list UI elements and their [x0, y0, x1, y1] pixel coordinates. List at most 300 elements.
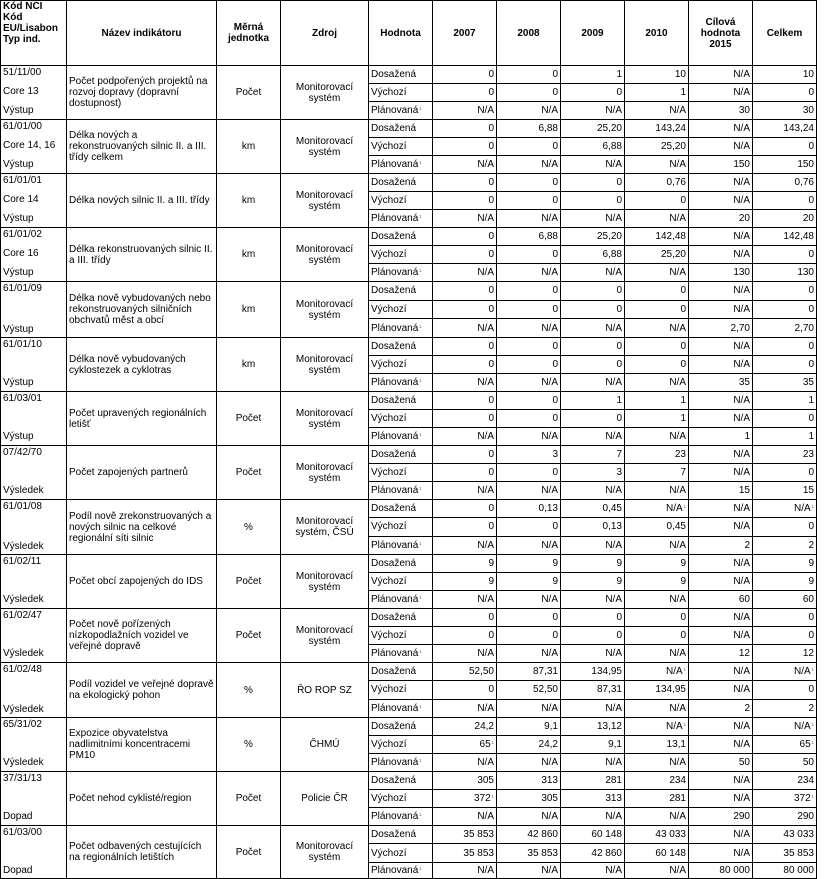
value-type-text: Výchozí: [371, 684, 407, 696]
header-2010: 2010: [625, 1, 689, 66]
total-value: [753, 862, 817, 878]
total-value: [753, 790, 817, 808]
header-name: Název indikátoru: [67, 1, 217, 66]
indicator-eu-code: Core 13: [3, 86, 39, 97]
value-2009-text: 281: [605, 775, 622, 786]
value-2010-text: 9: [680, 576, 686, 587]
value-2007-text: N/A: [477, 485, 494, 496]
value-2010-text: 0,45: [666, 521, 686, 533]
value-type-label: [369, 663, 433, 681]
indicator-eu-code: Core 14: [3, 194, 39, 205]
value-2008: [497, 156, 561, 174]
value-2008: [497, 356, 561, 374]
value-type-label: [369, 591, 433, 609]
value-2010-text: 0: [680, 341, 686, 352]
value-2007: [433, 319, 497, 338]
value-2007-text: N/A: [477, 648, 494, 659]
indicator-code-cell: [1, 338, 67, 392]
value-2008: [497, 102, 561, 120]
footnote-mark: ¹: [419, 487, 422, 494]
value-2008-text: 305: [541, 793, 558, 804]
total-value: [753, 374, 817, 392]
value-2007-text: 35 853: [463, 847, 494, 859]
footnote-mark: ¹: [419, 866, 422, 874]
value-type-label: [369, 356, 433, 374]
value-2007-text: 0: [488, 359, 494, 370]
value-2008-text: 6,88: [538, 123, 558, 134]
indicator-source: Monitorovací systém: [281, 66, 369, 120]
value-2009-text: 6,88: [602, 249, 622, 260]
value-2008-text: 6,88: [538, 231, 558, 242]
indicator-unit: km: [217, 174, 281, 228]
value-2007: [433, 84, 497, 102]
value-2009-text: 60 148: [591, 829, 622, 841]
value-2007-text: 0: [488, 285, 494, 297]
value-2007-text: 0: [488, 612, 494, 623]
value-2010-text: 23: [674, 449, 686, 460]
target-value-text: N/A: [733, 684, 750, 696]
value-2008-text: 0: [552, 467, 558, 478]
value-2010: [625, 102, 689, 120]
target-value-text: N/A: [733, 721, 750, 732]
value-type-label: [369, 609, 433, 627]
target-value-text: N/A: [733, 177, 750, 188]
value-2007-text: 0: [488, 141, 494, 152]
target-value-text: N/A: [733, 341, 750, 352]
total-value-text: 60: [802, 594, 814, 605]
indicator-name: Expozice obyvatelstva nadlimitními koncentracemi PM10: [67, 718, 217, 772]
value-2007: [433, 663, 497, 681]
value-2009-text: 0: [616, 177, 622, 188]
table-row: [1, 446, 817, 464]
value-2007: [433, 772, 497, 790]
value-2009: [561, 356, 625, 374]
value-2008-text: N/A: [541, 213, 558, 224]
value-2007: [433, 338, 497, 356]
value-2007-text: N/A: [477, 159, 494, 170]
value-2007: [433, 246, 497, 264]
value-2010-text: N/A: [669, 811, 686, 822]
value-2010-text: 25,20: [660, 141, 686, 152]
indicator-eu-code: Core 14, 16: [3, 140, 56, 151]
value-type-label: [369, 826, 433, 844]
value-2010: [625, 410, 689, 428]
value-2008: [497, 446, 561, 464]
value-type-text: Výchozí: [371, 249, 407, 260]
value-2007: [433, 699, 497, 717]
value-2010: [625, 681, 689, 699]
value-2008-text: 0: [552, 195, 558, 206]
value-2007-text: 0: [488, 630, 494, 641]
value-2008-text: 0: [552, 285, 558, 297]
indicator-source: ČHMÚ: [281, 718, 369, 772]
value-2008: [497, 228, 561, 246]
target-value-text: N/A: [733, 503, 750, 515]
indicator-source: Monitorovací systém: [281, 338, 369, 392]
header-code: [1, 1, 67, 66]
value-type-label: [369, 808, 433, 826]
total-value-text: 9: [808, 576, 814, 587]
target-value: [689, 862, 753, 878]
value-2007-text: 0: [488, 195, 494, 206]
value-type-label: [369, 518, 433, 536]
value-type-label: [369, 84, 433, 102]
total-value-text: 2,70: [794, 322, 814, 334]
value-2007-text: 0: [488, 249, 494, 260]
value-2007-text: N/A: [477, 594, 494, 605]
indicator-name: Počet nově pořízených nízkopodlažních vozidel ve veřejné dopravě: [67, 609, 217, 663]
value-type-label: [369, 374, 433, 392]
value-2007-text: 35 853: [463, 829, 494, 841]
value-2007: [433, 374, 497, 392]
target-value-text: 80 000: [719, 864, 750, 876]
value-2007: [433, 518, 497, 536]
value-type-text: Dosažená: [371, 721, 417, 732]
value-2009: [561, 464, 625, 482]
indicator-name: Délka nově vybudovaných cyklostezek a cyklotras: [67, 338, 217, 392]
table-row: [1, 826, 817, 844]
value-2008: [497, 428, 561, 446]
indicator-code: 61/01/09: [3, 283, 42, 294]
target-value-text: 35: [738, 377, 750, 388]
value-2010: [625, 228, 689, 246]
total-value-text: 130: [797, 267, 814, 278]
footnote-mark: ¹: [419, 596, 422, 603]
total-value-text: 23: [802, 449, 814, 460]
value-2010: [625, 736, 689, 754]
indicator-type: Dopad: [3, 811, 33, 822]
value-2010-text: 10: [674, 69, 686, 80]
total-value-text: 1: [808, 395, 814, 406]
indicator-source: ŘO ROP SZ: [281, 663, 369, 718]
value-2010: [625, 627, 689, 645]
value-2010-text: 1: [680, 413, 686, 424]
value-2008: [497, 500, 561, 518]
footnote-mark: ¹: [419, 215, 422, 222]
value-2009: [561, 410, 625, 428]
value-2007: [433, 826, 497, 844]
value-2010-text: 143,24: [655, 123, 686, 134]
value-2008: [497, 464, 561, 482]
total-value: [753, 428, 817, 446]
target-value-text: N/A: [733, 612, 750, 623]
value-2010: [625, 808, 689, 826]
value-2010: [625, 446, 689, 464]
value-2010-text: 1: [680, 87, 686, 98]
value-2007-text: N/A: [477, 105, 494, 116]
value-2007: [433, 282, 497, 301]
value-2009: [561, 736, 625, 754]
target-value: [689, 627, 753, 645]
value-type-text: Dosažená: [371, 449, 417, 460]
value-2009-text: 0: [616, 612, 622, 623]
value-2009: [561, 699, 625, 717]
indicator-name: Počet odbavených cestujících na regionálních letištích: [67, 826, 217, 879]
value-2007: [433, 174, 497, 192]
value-2010: [625, 264, 689, 282]
indicator-code-cell: [1, 555, 67, 609]
indicator-source: Monitorovací systém, ČSÚ: [281, 500, 369, 555]
value-2007-text: 9: [488, 576, 494, 587]
value-2008: [497, 754, 561, 772]
indicator-name: Délka nových a rekonstruovaných silnic II. a III. třídy celkem: [67, 120, 217, 174]
table-row: [1, 609, 817, 627]
total-value: [753, 844, 817, 862]
value-2008: [497, 826, 561, 844]
indicator-code: 51/11/00: [3, 67, 42, 78]
value-2008: [497, 374, 561, 392]
total-value-text: 234: [797, 775, 814, 786]
value-2008: [497, 410, 561, 428]
value-2010-text: 234: [669, 775, 686, 786]
indicator-unit: km: [217, 282, 281, 338]
target-value: [689, 609, 753, 627]
value-2009: [561, 555, 625, 573]
total-value: [753, 681, 817, 699]
footnote-mark: ¹: [419, 107, 422, 114]
value-type-label: [369, 482, 433, 500]
value-2010-text: N/A: [669, 594, 686, 605]
total-value: [753, 699, 817, 717]
table-body: [1, 66, 817, 879]
target-value-text: 20: [738, 213, 750, 224]
indicator-name: Délka nově vybudovaných nebo rekonstruovaných silničních obchvatů měst a obcí: [67, 282, 217, 338]
target-value: [689, 808, 753, 826]
value-2007-text: 0: [488, 503, 494, 515]
value-2007-text: 0: [488, 467, 494, 478]
total-value-text: 20: [802, 213, 814, 224]
target-value: [689, 246, 753, 264]
target-value-text: N/A: [733, 195, 750, 206]
value-type-label: [369, 300, 433, 319]
total-value: [753, 356, 817, 374]
value-2008-text: N/A: [541, 594, 558, 605]
indicator-code-cell: [1, 609, 67, 663]
target-value-text: N/A: [733, 793, 750, 804]
value-2009-text: N/A: [605, 485, 622, 496]
value-type-label: [369, 66, 433, 84]
value-2009-text: 134,95: [591, 666, 622, 678]
value-2007-text: N/A: [477, 431, 494, 442]
value-2007-text: 305: [477, 775, 494, 786]
value-2009: [561, 156, 625, 174]
value-2007: [433, 573, 497, 591]
value-2010-text: N/A: [669, 864, 686, 876]
value-2007: [433, 790, 497, 808]
target-value-text: N/A: [733, 775, 750, 786]
value-2008: [497, 555, 561, 573]
value-type-text: Plánovaná: [371, 431, 419, 442]
value-type-text: Výchozí: [371, 87, 407, 98]
total-value-text: 0: [808, 521, 814, 533]
value-type-text: Výchozí: [371, 195, 407, 206]
value-2009: [561, 808, 625, 826]
value-2010-text: 60 148: [655, 847, 686, 859]
target-value: [689, 718, 753, 736]
table-row: [1, 555, 817, 573]
indicator-code-block: [3, 338, 64, 390]
value-2009: [561, 609, 625, 627]
value-2008: [497, 192, 561, 210]
value-2007: [433, 609, 497, 627]
value-2009-text: 9: [616, 576, 622, 587]
total-value: [753, 282, 817, 301]
value-2007: [433, 500, 497, 518]
target-value: [689, 464, 753, 482]
value-2009: [561, 826, 625, 844]
value-2008: [497, 84, 561, 102]
target-value-text: N/A: [733, 576, 750, 587]
table-row: [1, 120, 817, 138]
value-2009-text: 0: [616, 630, 622, 641]
value-2010-text: N/A: [669, 213, 686, 224]
value-2008-text: 52,50: [532, 684, 558, 696]
value-2009-text: N/A: [605, 811, 622, 822]
value-2010-text: 9: [680, 558, 686, 569]
value-2007: [433, 66, 497, 84]
value-2009: [561, 392, 625, 410]
value-2008-text: 0: [552, 521, 558, 533]
value-2007-text: 24,2: [474, 721, 494, 732]
value-2009-text: N/A: [605, 213, 622, 224]
value-2010: [625, 374, 689, 392]
value-type-label: [369, 102, 433, 120]
value-2007-text: N/A: [477, 539, 494, 551]
target-value: [689, 374, 753, 392]
value-2009: [561, 210, 625, 228]
value-2007: [433, 300, 497, 319]
footnote-mark: ¹: [491, 741, 494, 748]
value-2008-text: N/A: [541, 864, 558, 876]
value-type-text: Dosažená: [371, 231, 417, 242]
footnote-mark: ¹: [811, 741, 814, 748]
value-2007-text: 0: [488, 341, 494, 352]
target-value: [689, 772, 753, 790]
total-value-text: 0: [808, 359, 814, 370]
total-value: [753, 555, 817, 573]
indicator-name: Podíl vozidel ve veřejné dopravě na ekologický pohon: [67, 663, 217, 718]
value-2009-text: 87,31: [596, 684, 622, 696]
value-2009: [561, 663, 625, 681]
indicator-code: 61/02/48: [3, 664, 42, 675]
value-type-label: [369, 338, 433, 356]
value-2010: [625, 392, 689, 410]
target-value-text: N/A: [733, 558, 750, 569]
value-2010: [625, 319, 689, 338]
value-2009-text: 0: [616, 359, 622, 370]
value-type-text: Dosažená: [371, 503, 417, 515]
indicator-code: 61/01/08: [3, 501, 42, 512]
value-2007: [433, 210, 497, 228]
value-2010-text: 25,20: [660, 249, 686, 260]
target-value-text: N/A: [733, 467, 750, 478]
value-type-label: [369, 138, 433, 156]
value-2010-text: N/A: [669, 702, 686, 714]
value-2008-text: 0: [552, 359, 558, 370]
indicator-type: Výstup: [3, 377, 34, 388]
value-2009: [561, 500, 625, 518]
value-2010-text: N/A: [665, 721, 683, 732]
header-2008: 2008: [497, 1, 561, 66]
value-2010: [625, 210, 689, 228]
value-type-text: Výchozí: [371, 467, 407, 478]
value-type-text: Dosažená: [371, 123, 417, 134]
header-unit: Měrná jednotka: [217, 1, 281, 66]
value-2010-text: N/A: [669, 485, 686, 496]
value-type-text: Plánovaná: [371, 105, 419, 116]
value-type-text: Výchozí: [371, 303, 407, 315]
target-value-text: N/A: [733, 395, 750, 406]
table-row: [1, 338, 817, 356]
value-2009: [561, 120, 625, 138]
indicator-type: Výsledek: [3, 648, 44, 659]
value-type-text: Dosažená: [371, 775, 417, 786]
value-2008: [497, 138, 561, 156]
indicator-code-cell: [1, 446, 67, 500]
value-2007: [433, 102, 497, 120]
total-value: [753, 772, 817, 790]
value-2009-text: N/A: [605, 864, 622, 876]
header-value: Hodnota: [369, 1, 433, 66]
total-value: [753, 718, 817, 736]
indicator-name: Podíl nově zrekonstruovaných a nových silnic na celkové regionální síti silnic: [67, 500, 217, 555]
value-type-label: [369, 844, 433, 862]
footnote-mark: ¹: [419, 759, 422, 766]
footnote-mark: ¹: [811, 795, 814, 802]
value-type-label: [369, 573, 433, 591]
target-value: [689, 500, 753, 518]
footnote-mark: ¹: [491, 795, 494, 802]
target-value-text: N/A: [733, 449, 750, 460]
value-2008-text: N/A: [541, 267, 558, 278]
value-type-text: Dosažená: [371, 829, 417, 841]
target-value: [689, 573, 753, 591]
indicator-unit: km: [217, 228, 281, 282]
indicator-type: Výstup: [3, 267, 34, 278]
total-value-text: 2: [808, 702, 814, 714]
target-value-text: N/A: [733, 285, 750, 297]
total-value: [753, 319, 817, 338]
value-type-label: [369, 862, 433, 878]
indicator-code-block: [3, 663, 64, 717]
value-2010: [625, 790, 689, 808]
value-type-text: Plánovaná: [371, 267, 419, 278]
target-value: [689, 790, 753, 808]
value-2008-text: 3: [552, 449, 558, 460]
total-value: [753, 754, 817, 772]
total-value: [753, 264, 817, 282]
value-2009: [561, 591, 625, 609]
value-type-label: [369, 718, 433, 736]
target-value-text: 2: [744, 539, 750, 551]
indicator-code-block: [3, 174, 64, 226]
total-value: [753, 410, 817, 428]
table-row: [1, 663, 817, 681]
header-2009: 2009: [561, 1, 625, 66]
value-2007-text: 372: [473, 793, 491, 804]
target-value: [689, 826, 753, 844]
indicator-code-cell: [1, 66, 67, 120]
total-value: [753, 138, 817, 156]
value-2007: [433, 555, 497, 573]
indicator-code-cell: [1, 282, 67, 338]
value-type-label: [369, 645, 433, 663]
value-2007: [433, 591, 497, 609]
value-2010-text: N/A: [669, 431, 686, 442]
indicator-unit: km: [217, 120, 281, 174]
target-value: [689, 228, 753, 246]
target-value-text: 15: [738, 485, 750, 496]
